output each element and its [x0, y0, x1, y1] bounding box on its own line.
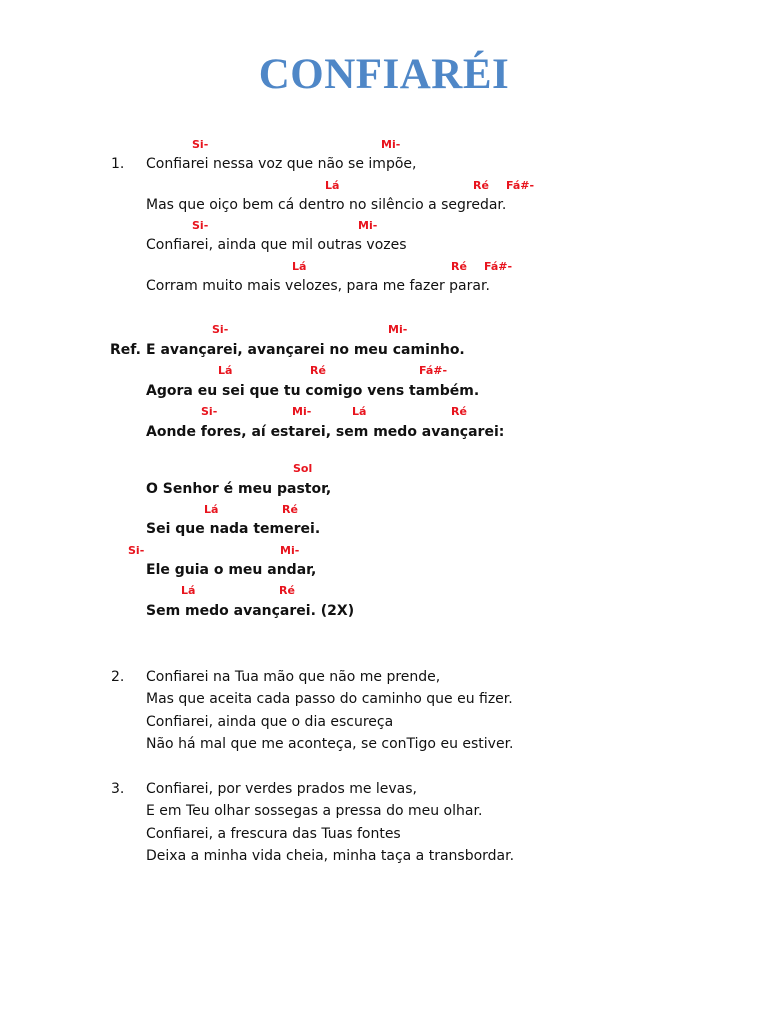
lyric-line: Confiarei na Tua mão que não me prende,	[146, 669, 441, 685]
lyric-line: E em Teu olhar sossegas a pressa do meu olhar.	[146, 803, 483, 819]
verse-number: 1.	[111, 156, 125, 172]
chord: Fá#-	[506, 179, 535, 192]
chord: Ré	[451, 260, 467, 273]
lyric-line: Confiarei nessa voz que não se impõe,	[146, 156, 417, 172]
song-title: CONFIARÉI	[258, 51, 510, 98]
chord: Si-	[201, 405, 218, 418]
chord: Ré	[282, 503, 298, 516]
chord: Lá	[325, 179, 340, 192]
lyric-line: O Senhor é meu pastor,	[146, 481, 332, 497]
chord: Mi-	[358, 219, 378, 232]
chord: Lá	[181, 584, 196, 597]
lyric-line: Aonde fores, aí estarei, sem medo avançarei:	[146, 424, 505, 440]
verse-number: 2.	[111, 669, 125, 685]
chord: Lá	[352, 405, 367, 418]
chord: Mi-	[388, 323, 408, 336]
chord: Fá#-	[419, 364, 448, 377]
chord: Mi-	[292, 405, 312, 418]
lyric-line: Confiarei, por verdes prados me levas,	[146, 781, 418, 797]
chord: Fá#-	[484, 260, 513, 273]
chord: Mi-	[280, 544, 300, 557]
chord: Si-	[128, 544, 145, 557]
lyric-line: Confiarei, ainda que o dia escureça	[146, 714, 394, 730]
chord: Lá	[204, 503, 219, 516]
lyric-line: Confiarei, a frescura das Tuas fontes	[146, 826, 401, 842]
verse-number: 3.	[111, 781, 125, 797]
lyric-line: Sei que nada temerei.	[146, 521, 321, 537]
chord: Si-	[192, 138, 209, 151]
chord: Lá	[292, 260, 307, 273]
chord: Sol	[293, 462, 313, 475]
chord: Mi-	[381, 138, 401, 151]
lyric-line: Mas que aceita cada passo do caminho que eu fizer.	[146, 691, 513, 707]
chord: Ré	[310, 364, 326, 377]
chord: Lá	[218, 364, 233, 377]
lyric-line: Agora eu sei que tu comigo vens também.	[146, 383, 480, 399]
lyric-line: Mas que oiço bem cá dentro no silêncio a segredar.	[146, 197, 507, 213]
lyric-line: Ele guia o meu andar,	[146, 562, 317, 578]
lyric-line: Não há mal que me aconteça, se conTigo eu estiver.	[146, 736, 514, 752]
lyric-line: Corram muito mais velozes, para me fazer parar.	[146, 278, 490, 294]
lyric-line: Deixa a minha vida cheia, minha taça a transbordar.	[146, 848, 515, 864]
chord: Ré	[451, 405, 467, 418]
lyric-line: Confiarei, ainda que mil outras vozes	[146, 237, 407, 253]
chord: Si-	[212, 323, 229, 336]
chord: Ré	[279, 584, 295, 597]
refrain-label: Ref.	[110, 342, 141, 358]
lyric-line: Sem medo avançarei. (2X)	[146, 603, 355, 619]
chord: Si-	[192, 219, 209, 232]
chord: Ré	[473, 179, 489, 192]
lyric-line: E avançarei, avançarei no meu caminho.	[146, 342, 465, 358]
